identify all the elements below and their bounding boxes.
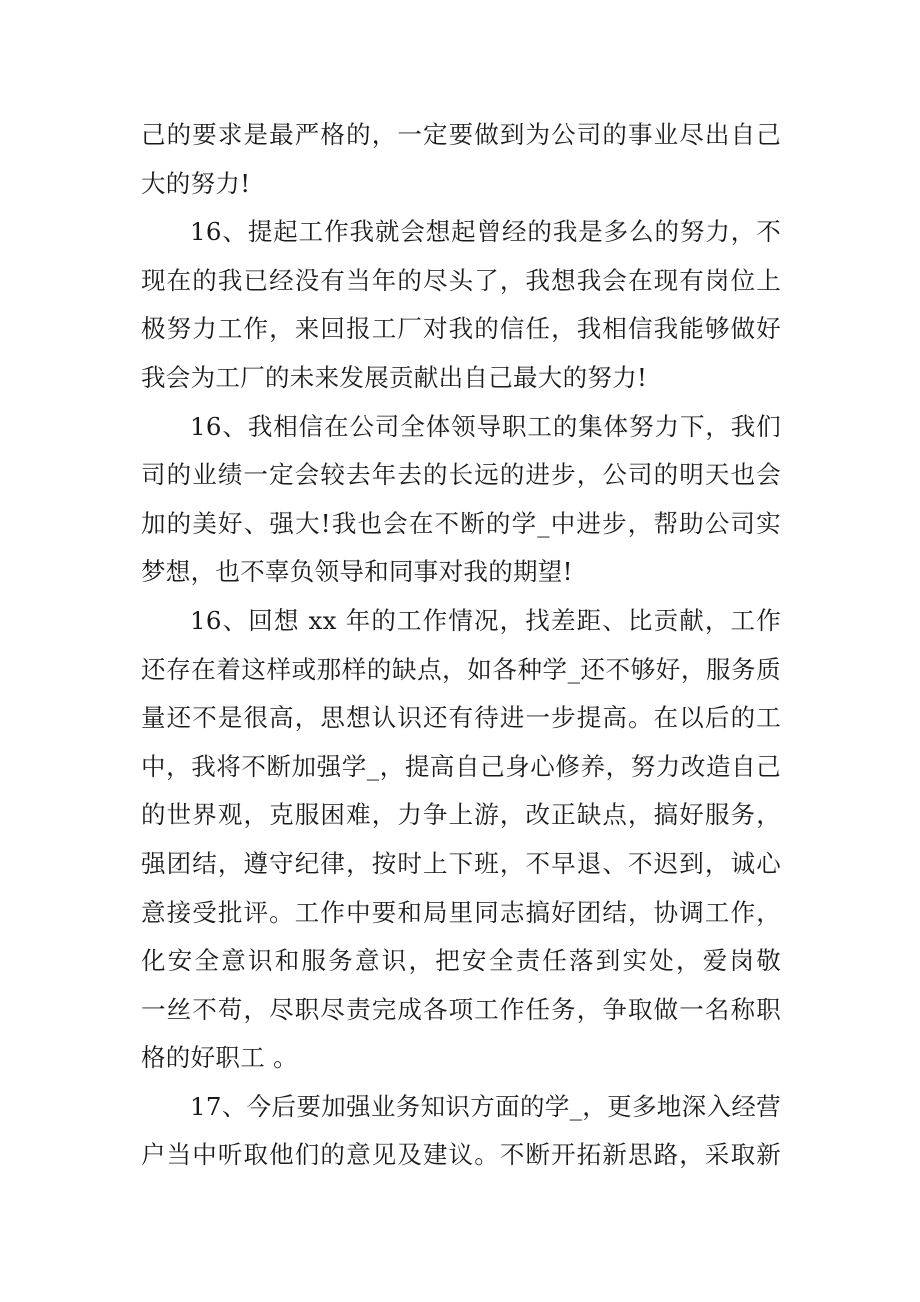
paragraph-16c-line-10: 格的好职工 。 [141,1043,298,1073]
paragraph-16c-line-3: 量还不是很高，思想认识还有待进一步提高。在以后的工 [141,703,781,733]
paragraph-16c-line-6: 强团结，遵守纪律，按时上下班，不早退、不迟到，诚心 [141,848,781,878]
paragraph-16a-line-2: 现在的我已经没有当年的尽头了，我想我会在现有岗位上 [141,265,781,295]
paragraph-16a-line-3: 极努力工作，来回报工厂对我的信任，我相信我能够做好 [141,314,781,344]
document-body [141,111,781,1180]
paragraph-16b-line-1: 16、我相信在公司全体领导职工的集体努力下，我们 [190,411,781,441]
paragraph-16b-line-2: 司的业绩一定会较去年去的长远的进步，公司的明天也会 [141,460,781,490]
paragraph-16b-line-3: 加的美好、强大!我也会在不断的学_中进步，帮助公司实 [141,508,781,538]
text-line-1: 己的要求是最严格的，一定要做到为公司的事业尽出自己 [141,120,781,149]
paragraph-16c-line-7: 意接受批评。工作中要和局里同志搞好团结，协调工作， [141,897,781,927]
paragraph-16b-line-4: 梦想，也不辜负领导和同事对我的期望! [141,557,573,587]
text-line-2: 大的努力! [141,168,251,198]
paragraph-16c-line-1: 16、回想 xx 年的工作情况，找差距、比贡献，工作 [190,605,781,635]
paragraph-16c-line-9: 一丝不苟，尽职尽责完成各项工作任务，争取做一名称职 [141,994,781,1024]
paragraph-16c-line-4: 中，我将不断加强学_，提高自己身心修养，努力改造自己 [141,751,781,781]
paragraph-17-line-1: 17、今后要加强业务知识方面的学_，更多地深入经营 [190,1091,781,1121]
paragraph-16a-line-4: 我会为工厂的未来发展贡献出自己最大的努力! [141,362,648,392]
paragraph-17-line-2: 户当中听取他们的意见及建议。不断开拓新思路，采取新 [141,1140,781,1170]
paragraph-16a-line-1: 16、提起工作我就会想起曾经的我是多么的努力，不 [190,217,781,247]
paragraph-16c-line-2: 还存在着这样或那样的缺点，如各种学_还不够好，服务质 [141,654,781,684]
paragraph-16c-line-8: 化安全意识和服务意识，把安全责任落到实处，爱岗敬 [141,946,781,976]
paragraph-16c-line-5: 的世界观，克服困难，力争上游，改正缺点，搞好服务， [141,800,781,830]
